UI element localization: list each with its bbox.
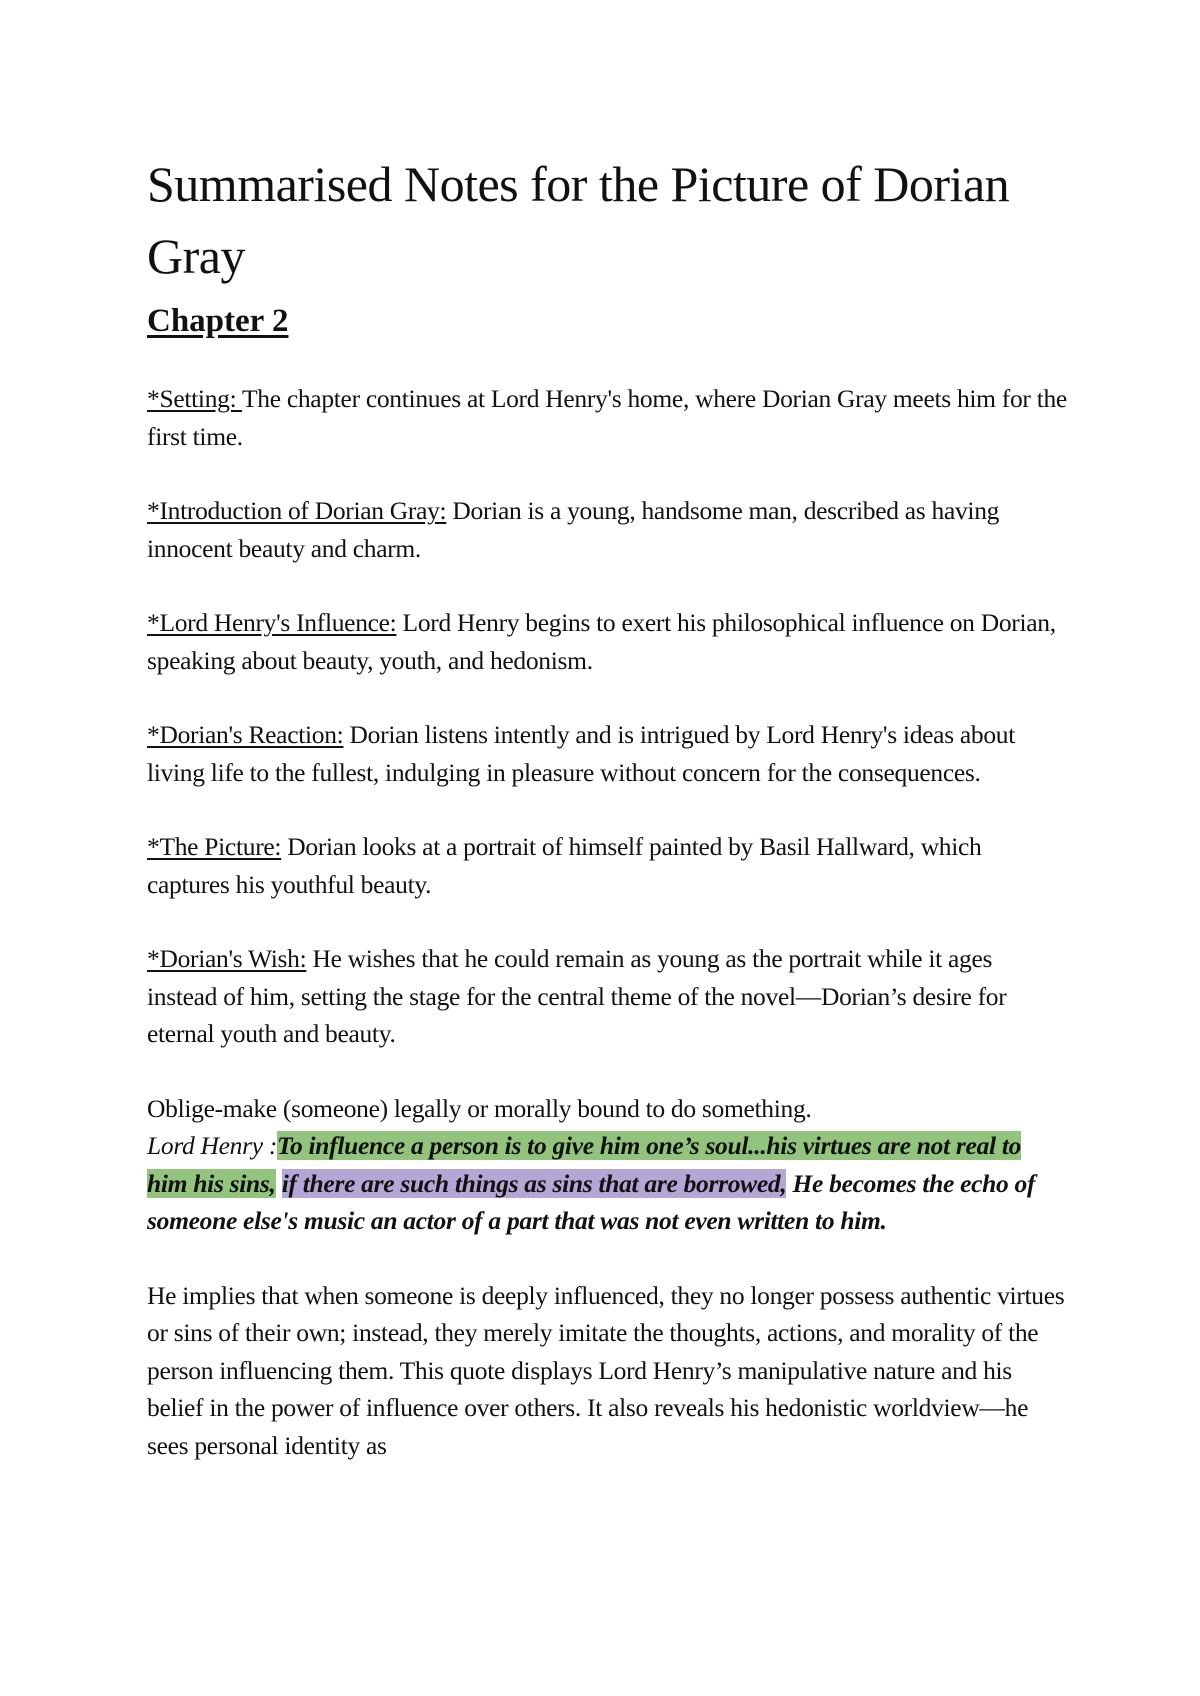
note-text: The chapter continues at Lord Henry's home, where Dorian Gray meets him for the first time. <box>147 384 1067 451</box>
quote-highlight-purple: if there are such things as sins that are borrowed, <box>281 1168 787 1198</box>
note-setting <box>147 380 1067 455</box>
note-label: *Dorian's Reaction: <box>147 720 344 749</box>
note-label: *Setting: <box>147 384 243 413</box>
note-influence <box>147 604 1067 679</box>
quote-block <box>147 1127 1067 1240</box>
analysis-paragraph: He implies that when someone is deeply influenced, they no longer possess authentic virtues or sins of their own; instead, they merely imitate the thoughts, actions, and morality of the person influencing them. This quote displays Lord Henry’s manipulative nature and his belief in the power of influence over others. It also reveals his hedonistic worldview—he sees personal identity as <box>147 1280 1065 1460</box>
note-label: *Introduction of Dorian Gray: <box>147 496 447 525</box>
document-page <box>147 148 1067 1464</box>
note-label: *Lord Henry's Influence: <box>147 608 397 637</box>
quote-highlight-green: To influence a person is to give him one’s soul...his virtues are not real to him his sins, <box>147 1131 1022 1198</box>
note-text: He wishes that he could remain as young as the portrait while it ages instead of him, setting the stage for the central theme of the novel—Dorian’s desire for eternal youth and beauty. <box>147 944 1007 1048</box>
note-wish <box>147 940 1067 1053</box>
note-introduction <box>147 492 1067 567</box>
quote-rest: He becomes the echo of someone else's music an actor of a part that was not even written to him. <box>147 1168 1036 1235</box>
note-text: Lord Henry begins to exert his philosophical influence on Dorian, speaking about beauty, youth, and hedonism. <box>147 608 1056 675</box>
document-title: Summarised Notes for the Picture of Dorian Gray <box>147 156 1010 284</box>
chapter-heading: Chapter 2 <box>147 303 289 339</box>
note-reaction <box>147 716 1067 791</box>
vocab-definition: Oblige-make (someone) legally or morally bound to do something. <box>147 1093 812 1123</box>
note-label: *Dorian's Wish: <box>147 944 307 973</box>
note-text: Dorian looks at a portrait of himself painted by Basil Hallward, which captures his youthful beauty. <box>147 832 982 899</box>
note-text: Dorian is a young, handsome man, described as having innocent beauty and charm. <box>147 496 1000 563</box>
note-label: *The Picture: <box>147 832 282 861</box>
quote-speaker: Lord Henry : <box>147 1131 278 1160</box>
note-picture <box>147 828 1067 903</box>
note-text: Dorian listens intently and is intrigued by Lord Henry's ideas about living life to the fullest, indulging in pleasure without concern for the consequences. <box>147 720 1016 787</box>
